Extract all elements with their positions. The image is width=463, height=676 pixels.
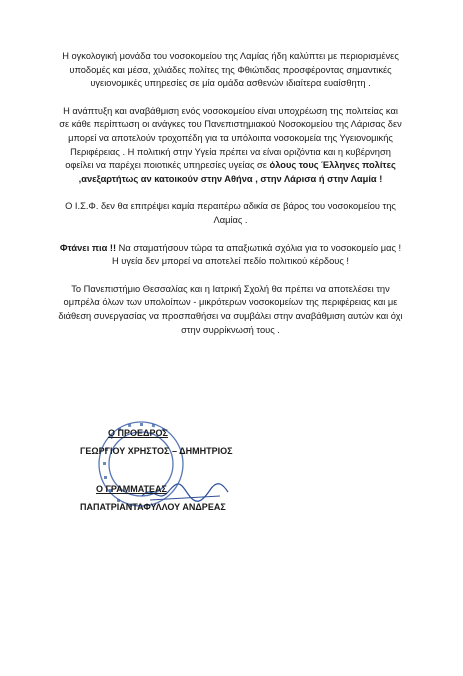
president-title: Ο ΠΡΟΕΔΡΟΣ: [108, 428, 168, 438]
president-name: ΓΕΩΡΓΙΟΥ ΧΡΗΣΤΟΣ – ΔΗΜΗΤΡΙΟΣ: [80, 446, 233, 456]
paragraph-5: Το Πανεπιστήμιο Θεσσαλίας και η Ιατρική Σχολή θα πρέπει να αποτελέσει την ομπρέλα όλων των υπολοίπων - μικρότερων νοσοκομείων της περιφέρειας και με διάθεση συνεργασίας να προσπαθήσει να συμβάλει στην αναβάθμιση αυτών και όχι στην συρρίκνωσή τους .: [58, 283, 403, 335]
secretary-name: ΠΑΠΑΤΡΙΑΝΤΑΦΥΛΛΟΥ ΑΝΔΡΕΑΣ: [80, 502, 226, 512]
secretary-title: Ο ΓΡΑΜΜΑΤΕΑΣ: [96, 484, 167, 494]
paragraph-1: Η ογκολογική μονάδα του νοσοκομείου της Λαμίας ήδη καλύπτει με περιορισμένες υποδομές και μέσα, χιλιάδες πολίτες της Φθιώτιδας προσφέροντας σημαντικές υγειονομικές υπηρεσίες σε μία ομάδα ασθενών ιδιαίτερα ευαίσθητη .: [62, 51, 399, 89]
paragraph-2-emphasis: όλους τους Έλληνες πολίτες ,ανεξαρτήτως αν κατοικούν στην Αθήνα , στην Λάρισα ή στην Λαμία !: [78, 160, 396, 184]
paragraph-4-emphasis: Φτάνει πια !!: [59, 242, 117, 253]
paragraph-3: Ο Ι.Σ.Φ. δεν θα επιτρέψει καμία περαιτέρω αδικία σε βάρος του νοσοκομείου της Λαμίας .: [65, 201, 396, 225]
paragraph-2-text: Η ανάπτυξη και αναβάθμιση ενός νοσοκομείου είναι υποχρέωση της πολιτείας και σε κάθε περίπτωση οι ανάγκες του Πανεπιστημιακού Νοσοκομείου της Λάρισας δεν μπορεί να αποτελούν τροχοπέδη για τα υπόλοιπα νοσοκομεία της Υγειονομικής Περιφέρειας . Η πολιτική στην Υγεία πρέπει να είναι οριζόντια και η κυβέρνηση οφείλει να παρέχει ποιοτικές υπηρεσίες υγείας σε: [59, 105, 402, 171]
paragraph-4-text: Να σταματήσουν τώρα τα απαξιωτικά σχόλια για το νοσοκομείο μας ! Η υγεία δεν μπορεί να αποτελεί πεδίο πολιτικού κέρδους !: [111, 242, 402, 267]
